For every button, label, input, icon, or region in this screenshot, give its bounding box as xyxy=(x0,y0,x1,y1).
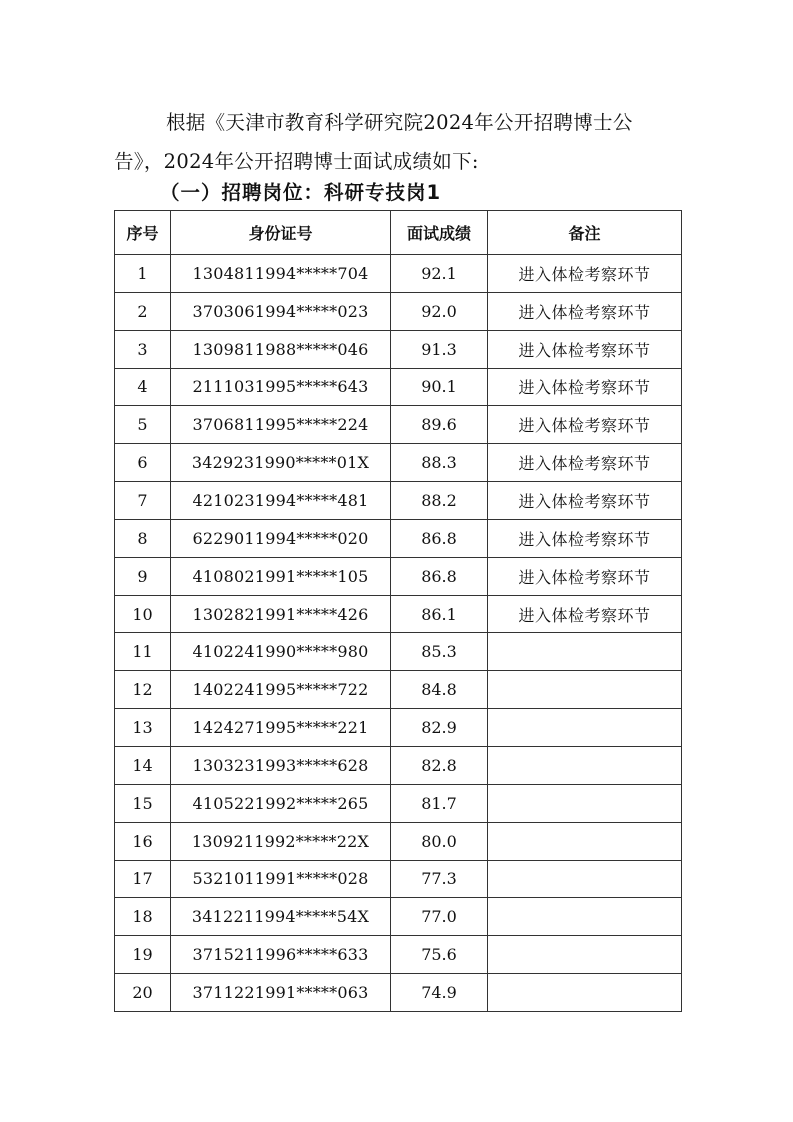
row-score: 84.8 xyxy=(391,671,488,709)
table-row xyxy=(115,519,682,557)
row-note xyxy=(488,671,682,709)
table-row xyxy=(115,709,682,747)
row-score: 86.1 xyxy=(391,595,488,633)
row-note: 进入体检考察环节 xyxy=(488,595,682,633)
table-row xyxy=(115,330,682,368)
row-note xyxy=(488,974,682,1012)
table-row xyxy=(115,822,682,860)
row-note xyxy=(488,784,682,822)
row-id-number: 3706811995*****224 xyxy=(171,406,391,444)
row-id-number: 4108021991*****105 xyxy=(171,557,391,595)
row-id-number: 3412211994*****54X xyxy=(171,898,391,936)
row-score: 89.6 xyxy=(391,406,488,444)
header-score: 面试成绩 xyxy=(391,211,488,255)
row-score: 82.9 xyxy=(391,709,488,747)
row-score: 75.6 xyxy=(391,936,488,974)
interview-score-table xyxy=(114,210,682,1012)
table-row xyxy=(115,595,682,633)
row-id-number: 4210231994*****481 xyxy=(171,482,391,520)
row-number: 4 xyxy=(115,368,171,406)
row-note: 进入体检考察环节 xyxy=(488,519,682,557)
table-row xyxy=(115,746,682,784)
table-row xyxy=(115,368,682,406)
row-score: 86.8 xyxy=(391,519,488,557)
section-title: （一）招聘岗位：科研专技岗1 xyxy=(160,181,442,204)
table-header-row xyxy=(115,211,682,255)
row-number: 3 xyxy=(115,330,171,368)
row-number: 2 xyxy=(115,292,171,330)
table-row xyxy=(115,633,682,671)
row-score: 77.3 xyxy=(391,860,488,898)
row-score: 82.8 xyxy=(391,746,488,784)
row-number: 15 xyxy=(115,784,171,822)
row-number: 10 xyxy=(115,595,171,633)
intro-paragraph: 根据《天津市教育科学研究院2024年公开招聘博士公告》，2024年公开招聘博士面试成绩如下: xyxy=(114,111,633,173)
row-score: 91.3 xyxy=(391,330,488,368)
row-id-number: 4105221992*****265 xyxy=(171,784,391,822)
table-row xyxy=(115,860,682,898)
row-id-number: 4102241990*****980 xyxy=(171,633,391,671)
row-note: 进入体检考察环节 xyxy=(488,292,682,330)
row-id-number: 1402241995*****722 xyxy=(171,671,391,709)
table-row xyxy=(115,974,682,1012)
row-id-number: 1302821991*****426 xyxy=(171,595,391,633)
row-id-number: 1424271995*****221 xyxy=(171,709,391,747)
row-number: 20 xyxy=(115,974,171,1012)
row-note xyxy=(488,936,682,974)
row-note xyxy=(488,822,682,860)
row-score: 92.0 xyxy=(391,292,488,330)
row-id-number: 1304811994*****704 xyxy=(171,255,391,293)
row-id-number: 3429231990*****01X xyxy=(171,444,391,482)
row-note xyxy=(488,746,682,784)
row-id-number: 3703061994*****023 xyxy=(171,292,391,330)
row-number: 12 xyxy=(115,671,171,709)
table-row xyxy=(115,444,682,482)
row-note: 进入体检考察环节 xyxy=(488,330,682,368)
row-score: 80.0 xyxy=(391,822,488,860)
row-note xyxy=(488,633,682,671)
row-id-number: 3711221991*****063 xyxy=(171,974,391,1012)
row-number: 5 xyxy=(115,406,171,444)
row-note: 进入体检考察环节 xyxy=(488,557,682,595)
row-number: 1 xyxy=(115,255,171,293)
table-row xyxy=(115,255,682,293)
row-id-number: 6229011994*****020 xyxy=(171,519,391,557)
row-id-number: 1303231993*****628 xyxy=(171,746,391,784)
row-id-number: 5321011991*****028 xyxy=(171,860,391,898)
table-row xyxy=(115,406,682,444)
row-score: 88.3 xyxy=(391,444,488,482)
table-row xyxy=(115,292,682,330)
row-score: 85.3 xyxy=(391,633,488,671)
row-number: 6 xyxy=(115,444,171,482)
header-no: 序号 xyxy=(115,211,171,255)
row-score: 92.1 xyxy=(391,255,488,293)
table-row xyxy=(115,482,682,520)
row-number: 18 xyxy=(115,898,171,936)
row-number: 16 xyxy=(115,822,171,860)
row-note xyxy=(488,860,682,898)
header-id: 身份证号 xyxy=(171,211,391,255)
table-row xyxy=(115,936,682,974)
header-note: 备注 xyxy=(488,211,682,255)
row-note xyxy=(488,898,682,936)
table-row xyxy=(115,671,682,709)
table-row xyxy=(115,784,682,822)
row-number: 19 xyxy=(115,936,171,974)
row-score: 81.7 xyxy=(391,784,488,822)
row-id-number: 2111031995*****643 xyxy=(171,368,391,406)
row-score: 86.8 xyxy=(391,557,488,595)
table-row xyxy=(115,557,682,595)
table-body xyxy=(115,255,682,1012)
row-number: 9 xyxy=(115,557,171,595)
row-id-number: 1309211992*****22X xyxy=(171,822,391,860)
row-id-number: 3715211996*****633 xyxy=(171,936,391,974)
row-note: 进入体检考察环节 xyxy=(488,444,682,482)
row-number: 13 xyxy=(115,709,171,747)
row-note: 进入体检考察环节 xyxy=(488,368,682,406)
row-number: 17 xyxy=(115,860,171,898)
row-score: 77.0 xyxy=(391,898,488,936)
row-number: 14 xyxy=(115,746,171,784)
row-note: 进入体检考察环节 xyxy=(488,406,682,444)
row-score: 90.1 xyxy=(391,368,488,406)
row-number: 11 xyxy=(115,633,171,671)
row-note xyxy=(488,709,682,747)
row-note: 进入体检考察环节 xyxy=(488,482,682,520)
row-number: 8 xyxy=(115,519,171,557)
row-score: 88.2 xyxy=(391,482,488,520)
row-score: 74.9 xyxy=(391,974,488,1012)
table-row xyxy=(115,898,682,936)
row-id-number: 1309811988*****046 xyxy=(171,330,391,368)
row-note: 进入体检考察环节 xyxy=(488,255,682,293)
row-number: 7 xyxy=(115,482,171,520)
